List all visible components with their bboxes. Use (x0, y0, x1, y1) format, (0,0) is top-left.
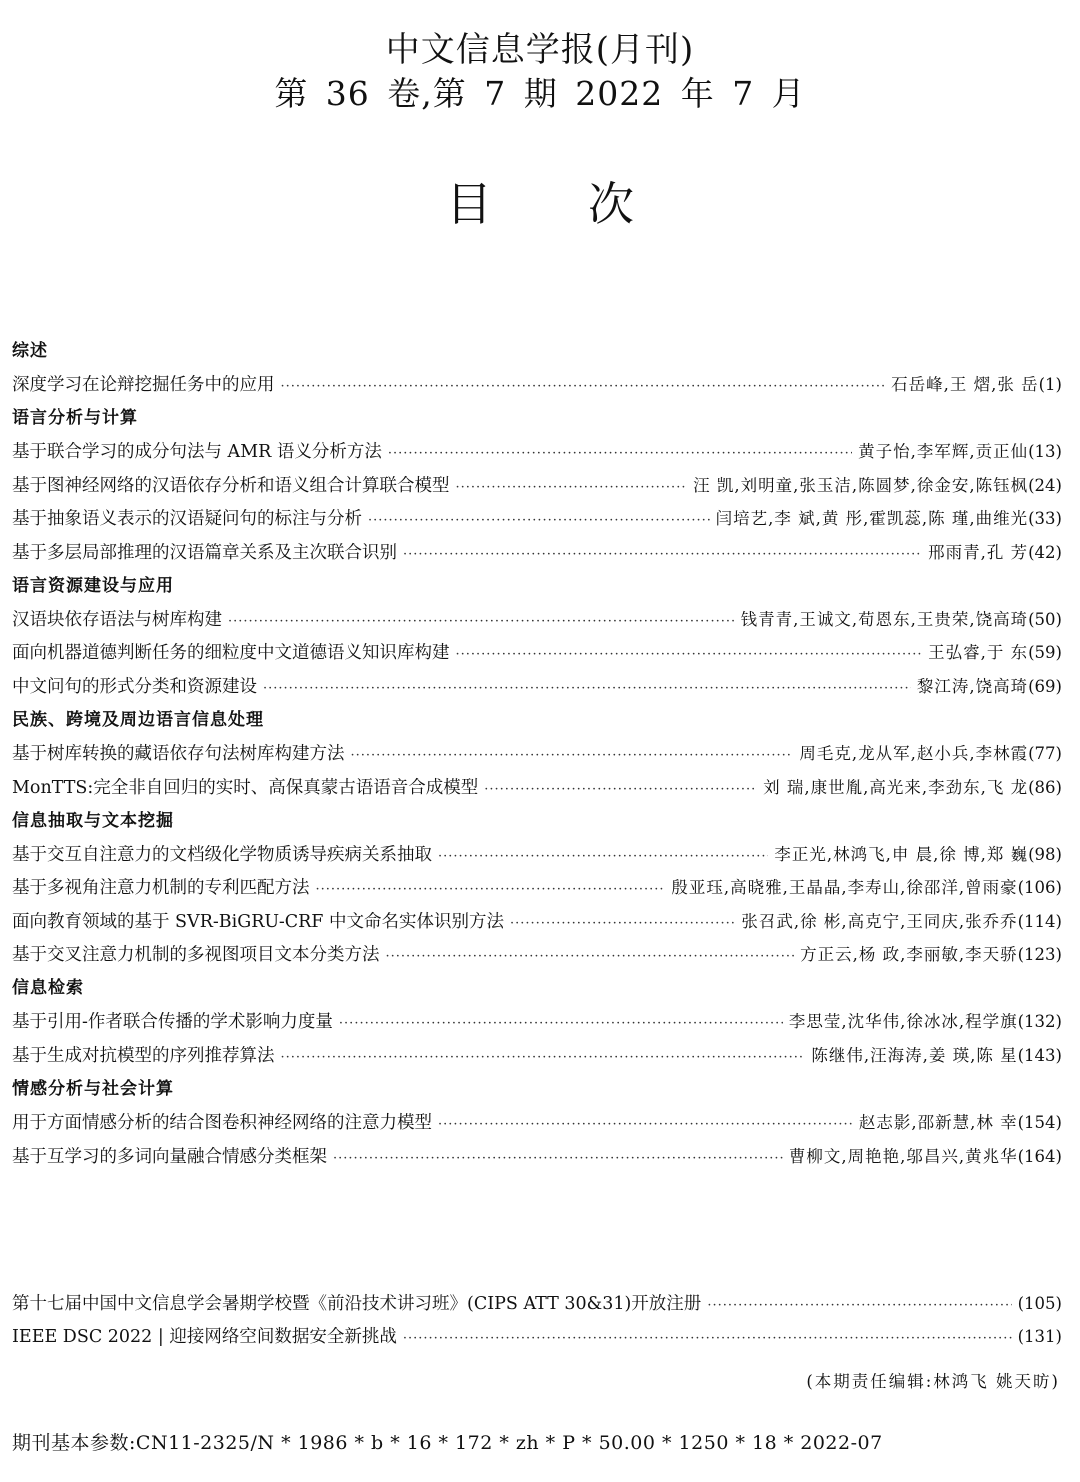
toc-title (0, 168, 1080, 234)
toc-title-char-1: 目 (446, 177, 492, 231)
section-heading: 情感分析与社会计算 (12, 1079, 174, 1100)
entry-authors: 黎江涛,饶高琦 (916, 676, 1029, 696)
entry-authors: 李思莹,沈华伟,徐冰冰,程学旗 (788, 1012, 1018, 1032)
entry-title: 面向教育领域的基于 SVR-BiGRU-CRF 中文命名实体识别方法 (12, 911, 505, 932)
notices-list (12, 1287, 1062, 1354)
toc-title-char-2: 次 (588, 177, 634, 231)
toc-entry[interactable] (12, 1140, 1062, 1173)
entry-title: 汉语块依存语法与树库构建 (12, 609, 222, 630)
toc-entry[interactable] (12, 838, 1062, 871)
entry-authors: 汪 凯,刘明童,张玉洁,陈圆梦,徐金安,陈钰枫 (693, 475, 1029, 495)
entry-page: (132) (1017, 1012, 1062, 1032)
entry-authors: 陈继伟,汪海涛,姜 瑛,陈 星 (811, 1045, 1018, 1065)
entry-title: 基于图神经网络的汉语依存分析和语义组合计算联合模型 (12, 475, 450, 496)
toc-entry[interactable] (12, 636, 1062, 669)
dot-leader (333, 1142, 783, 1175)
dot-leader (386, 940, 795, 973)
entry-title: MonTTS:完全非自回归的实时、高保真蒙古语语音合成模型 (12, 777, 479, 798)
entry-page: (69) (1028, 676, 1062, 696)
toc-section (12, 703, 1062, 804)
table-of-contents (12, 334, 1062, 1173)
entry-page: (59) (1028, 643, 1062, 663)
entry-title: 基于交叉注意力机制的多视图项目文本分类方法 (12, 945, 380, 966)
entry-authors: 石岳峰,王 熠,张 岳 (891, 375, 1039, 394)
entry-page: (33) (1028, 509, 1062, 529)
toc-entry[interactable] (12, 771, 1062, 804)
entry-authors: 周毛克,龙从军,赵小兵,李林霞 (799, 744, 1029, 764)
notice-title: 第十七届中国中文信息学会暑期学校暨《前沿技术讲习班》(CIPS ATT 30&31)开放注册 (12, 1294, 702, 1314)
entry-authors: 李正光,林鸿飞,申 晨,徐 博,郑 巍 (774, 844, 1029, 864)
entry-authors: 方正云,杨 政,李丽敏,李天骄 (800, 945, 1018, 965)
dot-leader (403, 538, 922, 571)
entry-authors: 张召武,徐 彬,高克宁,王同庆,张乔乔 (741, 911, 1018, 931)
entry-page: (98) (1028, 844, 1062, 864)
toc-entry[interactable] (12, 905, 1062, 938)
entry-authors: 闫培艺,李 斌,黄 彤,霍凯蕊,陈 瑾,曲维光 (715, 509, 1029, 529)
entry-title: 基于抽象语义表示的汉语疑问句的标注与分析 (12, 509, 362, 530)
dot-leader (351, 739, 794, 772)
entry-title: 用于方面情感分析的结合图卷积神经网络的注意力模型 (12, 1113, 432, 1134)
entry-title: 基于多层局部推理的汉语篇章关系及主次联合识别 (12, 542, 397, 563)
entry-authors: 王弘睿,于 东 (928, 643, 1029, 663)
dot-leader (438, 840, 768, 873)
entry-page: (106) (1017, 878, 1062, 898)
section-heading: 语言资源建设与应用 (12, 575, 174, 596)
toc-section (12, 1072, 1062, 1173)
dot-leader (484, 773, 757, 806)
toc-section (12, 334, 1062, 401)
toc-section (12, 971, 1062, 1072)
entry-authors: 殷亚珏,高晓雅,王晶晶,李寿山,徐邵洋,曾雨豪 (671, 878, 1018, 898)
dot-leader (263, 672, 911, 705)
entry-title: 基于互学习的多词向量融合情感分类框架 (12, 1146, 327, 1167)
dot-leader (368, 504, 710, 537)
dot-leader (281, 370, 886, 403)
entry-authors: 黄子怡,李军辉,贡正仙 (858, 442, 1029, 462)
entry-title: 中文问句的形式分类和资源建设 (12, 676, 257, 697)
section-heading: 语言分析与计算 (12, 408, 138, 429)
section-heading: 信息抽取与文本挖掘 (12, 810, 174, 831)
toc-section (12, 569, 1062, 703)
notice-page: (105) (1017, 1294, 1062, 1313)
toc-entry[interactable] (12, 435, 1062, 468)
section-heading: 民族、跨境及周边语言信息处理 (12, 710, 264, 731)
notice-entry[interactable] (12, 1287, 1062, 1320)
dot-leader (456, 471, 688, 504)
entry-page: (77) (1028, 744, 1062, 764)
entry-authors: 钱青青,王诚文,荀恩东,王贵荣,饶高琦 (740, 609, 1029, 629)
toc-entry[interactable] (12, 1039, 1062, 1072)
section-heading: 综述 (12, 341, 48, 361)
entry-title: 基于交互自注意力的文档级化学物质诱导疾病关系抽取 (12, 844, 432, 865)
journal-title: 中文信息学报(月刊) (385, 30, 695, 70)
entry-page: (42) (1028, 542, 1062, 562)
notice-title: IEEE DSC 2022 | 迎接网络空间数据安全新挑战 (12, 1327, 397, 1348)
toc-entry[interactable] (12, 368, 1062, 401)
toc-entry[interactable] (12, 502, 1062, 535)
entry-title: 基于生成对抗模型的序列推荐算法 (12, 1045, 275, 1066)
notice-page: (131) (1017, 1327, 1062, 1347)
toc-entry[interactable] (12, 938, 1062, 971)
dot-leader (707, 1289, 1011, 1322)
toc-entry[interactable] (12, 469, 1062, 502)
dot-leader (388, 437, 852, 470)
entry-title: 基于树库转换的藏语依存句法树库构建方法 (12, 744, 345, 765)
dot-leader (228, 605, 735, 638)
dot-leader (438, 1108, 853, 1141)
entry-page: (164) (1017, 1146, 1062, 1166)
toc-entry[interactable] (12, 871, 1062, 904)
entry-authors: 刘 瑞,康世胤,高光来,李劲东,飞 龙 (763, 777, 1029, 797)
toc-entry[interactable] (12, 1106, 1062, 1139)
notice-entry[interactable] (12, 1320, 1062, 1353)
toc-entry[interactable] (12, 737, 1062, 770)
entry-page: (154) (1017, 1113, 1062, 1133)
entry-authors: 曹柳文,周艳艳,邬昌兴,黄兆华 (788, 1146, 1018, 1166)
dot-leader (510, 907, 735, 940)
entry-page: (13) (1028, 442, 1062, 462)
issue-line: 第 36 卷,第 7 期 2022 年 7 月 (274, 74, 806, 113)
toc-entry[interactable] (12, 603, 1062, 636)
dot-leader (316, 873, 666, 906)
dot-leader (456, 638, 923, 671)
entry-title: 基于联合学习的成分句法与 AMR 语义分析方法 (12, 442, 382, 463)
entry-page: (123) (1017, 945, 1062, 965)
entry-page: (86) (1028, 777, 1062, 797)
entry-authors: 赵志影,邵新慧,林 幸 (858, 1113, 1018, 1133)
toc-entry[interactable] (12, 670, 1062, 703)
toc-section (12, 401, 1062, 569)
toc-section (12, 804, 1062, 972)
entry-page: (1) (1038, 375, 1062, 394)
toc-entry[interactable] (12, 1005, 1062, 1038)
entry-page: (50) (1028, 609, 1062, 629)
section-heading: 信息检索 (12, 978, 84, 999)
journal-parameters-line: 期刊基本参数:CN11-2325/N * 1986 * b * 16 * 172 * zh * P * 50.00 * 1250 * 18 * 2022-07 (12, 1432, 883, 1454)
dot-leader (339, 1007, 783, 1040)
entry-title: 面向机器道德判断任务的细粒度中文道德语义知识库构建 (12, 643, 450, 664)
responsible-editor-line: (本期责任编辑:林鸿飞 姚天昉) (806, 1372, 1060, 1391)
entry-title: 基于引用-作者联合传播的学术影响力度量 (12, 1012, 333, 1033)
entry-page: (24) (1028, 475, 1062, 495)
entry-page: (143) (1017, 1045, 1062, 1065)
entry-title: 深度学习在论辩挖掘任务中的应用 (12, 375, 275, 395)
entry-title: 基于多视角注意力机制的专利匹配方法 (12, 878, 310, 899)
dot-leader (403, 1322, 1012, 1355)
entry-authors: 邢雨青,孔 芳 (928, 542, 1029, 562)
entry-page: (114) (1017, 911, 1062, 931)
dot-leader (281, 1041, 806, 1074)
toc-entry[interactable] (12, 536, 1062, 569)
